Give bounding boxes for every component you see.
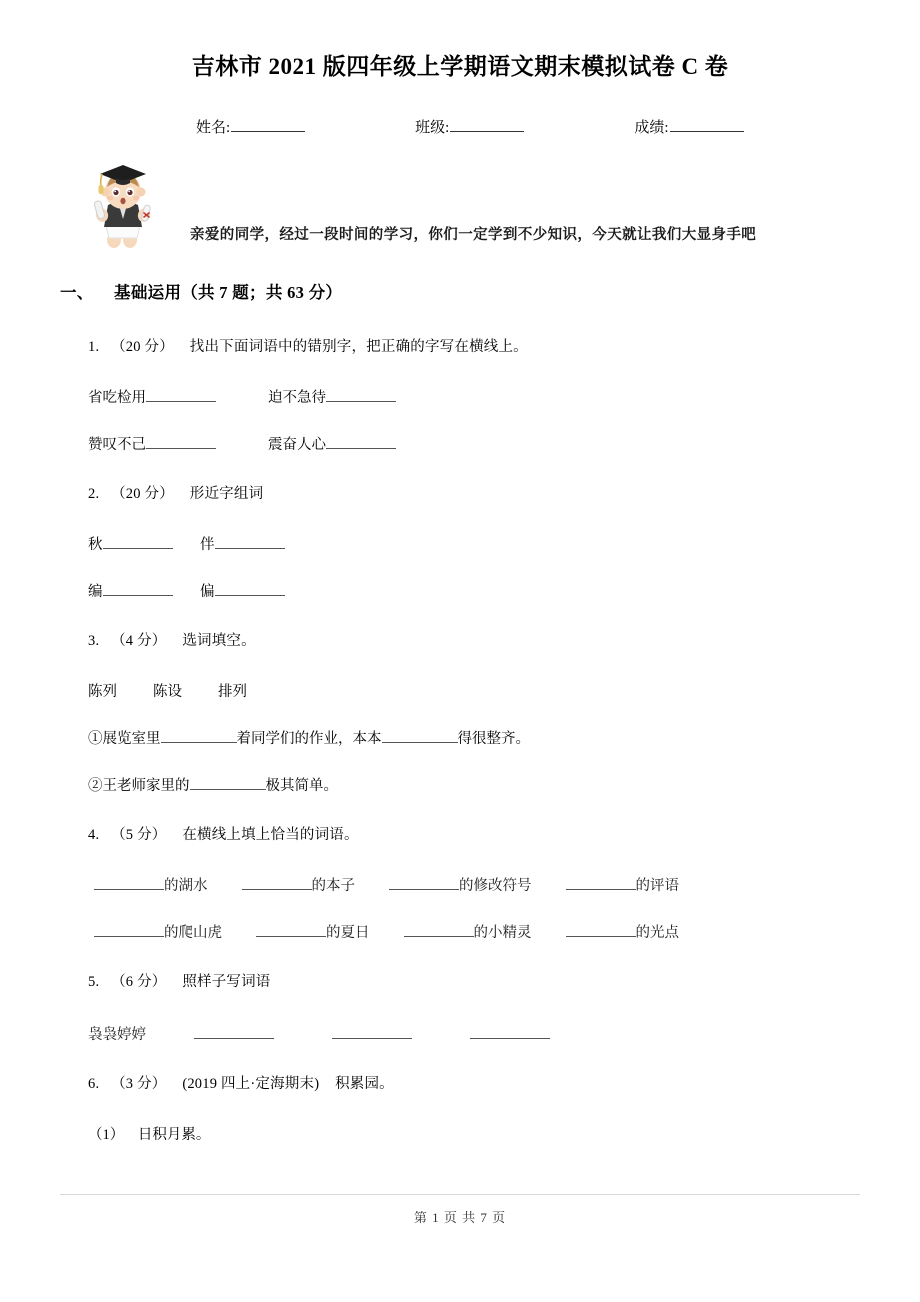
name-label: 姓名: <box>196 120 231 136</box>
question-5-score: （6 分） <box>111 974 167 990</box>
answer-blank[interactable] <box>94 924 164 937</box>
phrase-text: 的光点 <box>635 925 679 941</box>
question-4-score: （5 分） <box>111 827 167 843</box>
question-6-number: 6. <box>88 1076 100 1092</box>
char-text: 编 <box>88 584 103 600</box>
question-4 <box>88 823 920 942</box>
greeting-block <box>0 161 920 253</box>
subitem-text: 着同学们的作业，本本 <box>236 731 382 747</box>
answer-blank[interactable] <box>256 924 326 937</box>
question-6-body <box>88 1093 920 1144</box>
phrase-text: 的湖水 <box>164 878 208 894</box>
subitem-text: ①展览室里 <box>88 731 161 747</box>
question-2-row-1 <box>88 533 920 554</box>
question-4-text: 在横线上填上恰当的词语。 <box>182 827 359 843</box>
answer-item[interactable] <box>94 874 208 895</box>
word-text: 赞叹不己 <box>88 437 146 453</box>
phrase-text: 的爬山虎 <box>164 925 222 941</box>
answer-blank[interactable] <box>242 877 312 890</box>
question-1-row-1 <box>88 386 920 407</box>
answer-item[interactable] <box>268 386 396 407</box>
question-1-stem <box>88 335 920 356</box>
score-blank[interactable] <box>670 118 744 132</box>
answer-blank[interactable] <box>194 1026 274 1039</box>
wordbank-option: 陈列 <box>88 684 117 700</box>
answer-blank[interactable] <box>161 730 237 743</box>
question-5-body <box>88 991 920 1044</box>
question-4-number: 4. <box>88 827 100 843</box>
question-2-text: 形近字组词 <box>189 486 264 502</box>
question-2-score: （20 分） <box>111 486 174 502</box>
answer-blank[interactable] <box>326 436 396 449</box>
answer-blank[interactable] <box>94 877 164 890</box>
sample-word: 袅袅婷婷 <box>88 1027 146 1043</box>
question-6-score: （3 分） <box>111 1076 167 1092</box>
answer-blank[interactable] <box>146 436 216 449</box>
answer-blank[interactable] <box>103 583 173 596</box>
answer-blank[interactable] <box>215 536 285 549</box>
char-text: 秋 <box>88 537 103 553</box>
answer-item[interactable] <box>242 874 356 895</box>
wordbank-option: 排列 <box>218 684 247 700</box>
subitem-text: 极其简单。 <box>265 778 338 794</box>
question-1-body <box>88 356 920 454</box>
question-2-body <box>88 503 920 601</box>
question-6-text: 积累园。 <box>335 1076 394 1092</box>
answer-item[interactable] <box>94 921 222 942</box>
graduate-baby-icon <box>86 161 160 249</box>
name-field[interactable] <box>196 116 305 137</box>
wordbank-option: 陈设 <box>153 684 182 700</box>
answer-blank[interactable] <box>566 877 636 890</box>
question-1-score: （20 分） <box>111 339 174 355</box>
question-3-text: 选词填空。 <box>182 633 256 649</box>
greeting-text: 亲爱的同学，经过一段时间的学习，你们一定学到不少知识，今天就让我们大显身手吧 <box>190 227 757 243</box>
question-4-body <box>88 844 920 942</box>
question-1-row-2 <box>88 433 920 454</box>
question-3-wordbank <box>88 680 920 701</box>
answer-blank[interactable] <box>326 389 396 402</box>
question-2-number: 2. <box>88 486 100 502</box>
question-6-source: (2019 四上·定海期末) <box>182 1076 320 1092</box>
class-field[interactable] <box>415 116 524 137</box>
question-1-text: 找出下面词语中的错别字，把正确的字写在横线上。 <box>189 339 528 355</box>
question-2-stem <box>88 482 920 503</box>
name-blank[interactable] <box>231 118 305 132</box>
answer-blank[interactable] <box>190 777 266 790</box>
section-title: 基础运用（共 7 题；共 63 分） <box>114 283 343 302</box>
answer-item[interactable] <box>404 921 532 942</box>
question-6 <box>88 1072 920 1144</box>
phrase-text: 的评语 <box>635 878 679 894</box>
page-title: 吉林市 2021 版四年级上学期语文期末模拟试卷 C 卷 <box>191 54 729 79</box>
answer-item[interactable] <box>88 533 200 554</box>
answer-blank[interactable] <box>470 1026 550 1039</box>
question-5-number: 5. <box>88 974 100 990</box>
question-2-row-2 <box>88 580 920 601</box>
question-3-number: 3. <box>88 633 100 649</box>
answer-item[interactable] <box>389 874 532 895</box>
answer-blank[interactable] <box>389 877 459 890</box>
subitem-text: 日积月累。 <box>137 1127 211 1143</box>
char-text: 偏 <box>200 584 215 600</box>
question-4-row-1 <box>88 874 920 895</box>
question-3-subitem-2 <box>88 774 920 795</box>
answer-blank[interactable] <box>215 583 285 596</box>
questions-list <box>0 303 920 1144</box>
word-text: 迫不急待 <box>268 390 326 406</box>
score-label: 成绩: <box>634 120 669 136</box>
question-3-stem <box>88 629 920 650</box>
question-2 <box>88 482 920 601</box>
question-6-stem <box>88 1072 920 1093</box>
answer-blank[interactable] <box>382 730 458 743</box>
answer-blank[interactable] <box>146 389 216 402</box>
word-text: 震奋人心 <box>268 437 326 453</box>
answer-item[interactable] <box>88 580 200 601</box>
answer-blank[interactable] <box>103 536 173 549</box>
question-5 <box>88 970 920 1044</box>
class-blank[interactable] <box>450 118 524 132</box>
question-3-subitem-1 <box>88 727 920 748</box>
answer-item[interactable] <box>566 921 680 942</box>
section-index: 一、 <box>60 283 94 302</box>
phrase-text: 的夏日 <box>326 925 370 941</box>
answer-item[interactable] <box>88 386 268 407</box>
answer-item[interactable] <box>268 433 396 454</box>
question-5-text: 照样子写词语 <box>182 974 271 990</box>
question-5-row <box>88 1023 920 1044</box>
question-3 <box>88 629 920 795</box>
subitem-label: （1） <box>88 1127 125 1143</box>
answer-item[interactable] <box>200 533 285 554</box>
word-text: 省吃检用 <box>88 390 146 406</box>
phrase-text: 的小精灵 <box>473 925 532 941</box>
phrase-text: 的本子 <box>311 878 355 894</box>
answer-blank[interactable] <box>332 1026 412 1039</box>
answer-item[interactable] <box>88 433 268 454</box>
char-text: 伴 <box>200 537 215 553</box>
question-4-row-2 <box>88 921 920 942</box>
identity-row <box>0 81 920 137</box>
question-3-score: （4 分） <box>111 633 167 649</box>
section-header <box>0 279 920 303</box>
answer-blank[interactable] <box>566 924 636 937</box>
question-5-stem <box>88 970 920 991</box>
subitem-text: 得很整齐。 <box>457 731 530 747</box>
answer-item[interactable] <box>200 580 285 601</box>
page-footer: 第 1 页 共 7 页 <box>413 1210 507 1225</box>
question-3-body <box>88 650 920 795</box>
question-6-subitem-1 <box>88 1123 920 1144</box>
phrase-text: 的修改符号 <box>459 878 532 894</box>
class-label: 班级: <box>415 120 450 136</box>
score-field[interactable] <box>634 116 743 137</box>
question-4-stem <box>88 823 920 844</box>
answer-blank[interactable] <box>404 924 474 937</box>
answer-item[interactable] <box>566 874 680 895</box>
footer-separator <box>60 1194 860 1195</box>
answer-item[interactable] <box>256 921 370 942</box>
subitem-text: ②王老师家里的 <box>88 778 190 794</box>
question-1 <box>88 335 920 454</box>
question-1-number: 1. <box>88 339 100 355</box>
